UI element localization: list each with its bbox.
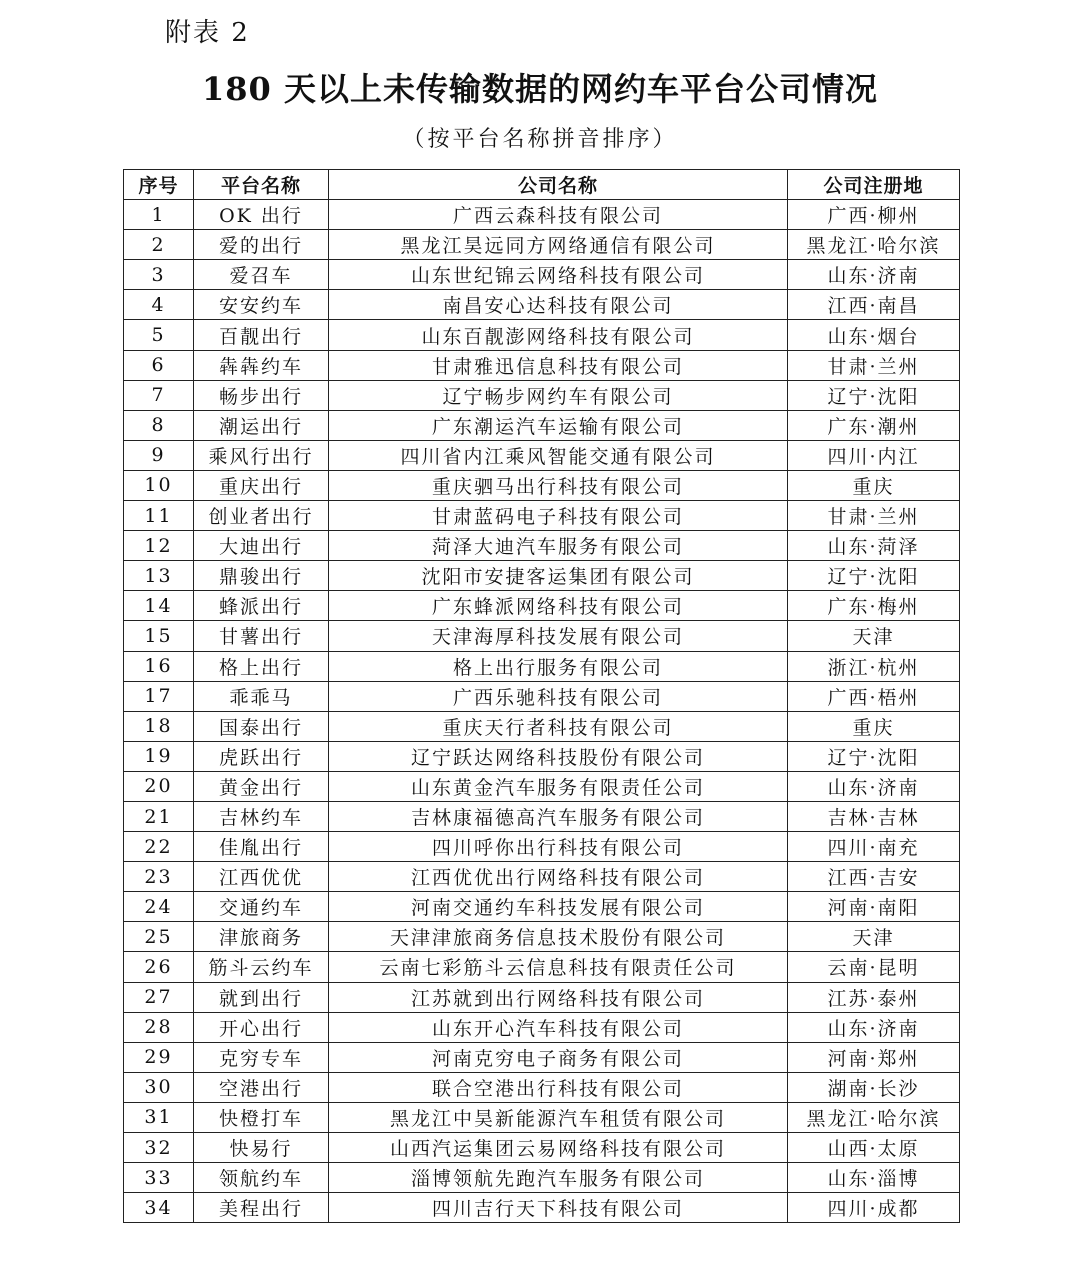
cell-index: 31 bbox=[124, 1102, 194, 1132]
table-row bbox=[124, 862, 960, 892]
cell-platform-name: 百靓出行 bbox=[194, 320, 329, 350]
cell-registered-location: 广东·梅州 bbox=[788, 591, 960, 621]
table-row bbox=[124, 711, 960, 741]
cell-index: 28 bbox=[124, 1012, 194, 1042]
platform-table bbox=[123, 169, 960, 1223]
table-row bbox=[124, 621, 960, 651]
cell-index: 30 bbox=[124, 1072, 194, 1102]
cell-index: 10 bbox=[124, 470, 194, 500]
table-row bbox=[124, 741, 960, 771]
cell-registered-location: 河南·南阳 bbox=[788, 892, 960, 922]
cell-company-name: 天津海厚科技发展有限公司 bbox=[329, 621, 788, 651]
cell-index: 29 bbox=[124, 1042, 194, 1072]
cell-index: 20 bbox=[124, 771, 194, 801]
cell-index: 18 bbox=[124, 711, 194, 741]
cell-platform-name: 乘风行出行 bbox=[194, 440, 329, 470]
cell-platform-name: 筋斗云约车 bbox=[194, 952, 329, 982]
cell-registered-location: 山东·济南 bbox=[788, 1012, 960, 1042]
cell-company-name: 辽宁畅步网约车有限公司 bbox=[329, 380, 788, 410]
cell-index: 14 bbox=[124, 591, 194, 621]
table-row bbox=[124, 1042, 960, 1072]
cell-registered-location: 四川·内江 bbox=[788, 440, 960, 470]
cell-platform-name: 就到出行 bbox=[194, 982, 329, 1012]
cell-platform-name: 快橙打车 bbox=[194, 1102, 329, 1132]
table-row bbox=[124, 1163, 960, 1193]
column-header-location: 公司注册地 bbox=[788, 170, 960, 200]
cell-index: 15 bbox=[124, 621, 194, 651]
table-row bbox=[124, 832, 960, 862]
cell-platform-name: 空港出行 bbox=[194, 1072, 329, 1102]
document-subtitle: （按平台名称拼音排序） bbox=[402, 127, 678, 152]
cell-company-name: 淄博领航先跑汽车服务有限公司 bbox=[329, 1163, 788, 1193]
table-row bbox=[124, 1072, 960, 1102]
cell-company-name: 广东潮运汽车运输有限公司 bbox=[329, 410, 788, 440]
cell-platform-name: 快易行 bbox=[194, 1133, 329, 1163]
cell-registered-location: 辽宁·沈阳 bbox=[788, 741, 960, 771]
cell-registered-location: 甘肃·兰州 bbox=[788, 501, 960, 531]
cell-platform-name: 津旅商务 bbox=[194, 922, 329, 952]
cell-company-name: 沈阳市安捷客运集团有限公司 bbox=[329, 561, 788, 591]
column-header-company: 公司名称 bbox=[329, 170, 788, 200]
cell-platform-name: 美程出行 bbox=[194, 1193, 329, 1223]
cell-company-name: 重庆驷马出行科技有限公司 bbox=[329, 470, 788, 500]
table-row bbox=[124, 470, 960, 500]
cell-registered-location: 广西·梧州 bbox=[788, 681, 960, 711]
cell-registered-location: 河南·郑州 bbox=[788, 1042, 960, 1072]
cell-company-name: 山东世纪锦云网络科技有限公司 bbox=[329, 260, 788, 290]
table-row bbox=[124, 200, 960, 230]
table-row bbox=[124, 410, 960, 440]
cell-index: 23 bbox=[124, 862, 194, 892]
table-row bbox=[124, 290, 960, 320]
cell-index: 33 bbox=[124, 1163, 194, 1193]
cell-index: 21 bbox=[124, 801, 194, 831]
table-row bbox=[124, 982, 960, 1012]
cell-platform-name: 黄金出行 bbox=[194, 771, 329, 801]
cell-company-name: 江苏就到出行网络科技有限公司 bbox=[329, 982, 788, 1012]
table-row bbox=[124, 380, 960, 410]
cell-registered-location: 四川·南充 bbox=[788, 832, 960, 862]
cell-index: 17 bbox=[124, 681, 194, 711]
cell-company-name: 菏泽大迪汽车服务有限公司 bbox=[329, 531, 788, 561]
cell-index: 6 bbox=[124, 350, 194, 380]
table-row bbox=[124, 922, 960, 952]
column-header-index: 序号 bbox=[124, 170, 194, 200]
table-row bbox=[124, 1133, 960, 1163]
cell-registered-location: 四川·成都 bbox=[788, 1193, 960, 1223]
cell-index: 4 bbox=[124, 290, 194, 320]
cell-platform-name: 安安约车 bbox=[194, 290, 329, 320]
cell-registered-location: 山东·淄博 bbox=[788, 1163, 960, 1193]
cell-company-name: 江西优优出行网络科技有限公司 bbox=[329, 862, 788, 892]
cell-company-name: 天津津旅商务信息技术股份有限公司 bbox=[329, 922, 788, 952]
cell-registered-location: 重庆 bbox=[788, 470, 960, 500]
cell-platform-name: 畅步出行 bbox=[194, 380, 329, 410]
table-row bbox=[124, 952, 960, 982]
cell-registered-location: 浙江·杭州 bbox=[788, 651, 960, 681]
cell-index: 34 bbox=[124, 1193, 194, 1223]
cell-company-name: 广西云森科技有限公司 bbox=[329, 200, 788, 230]
cell-index: 26 bbox=[124, 952, 194, 982]
cell-platform-name: 领航约车 bbox=[194, 1163, 329, 1193]
cell-registered-location: 辽宁·沈阳 bbox=[788, 561, 960, 591]
cell-platform-name: 犇犇约车 bbox=[194, 350, 329, 380]
cell-company-name: 黑龙江昊远同方网络通信有限公司 bbox=[329, 230, 788, 260]
cell-platform-name: 吉林约车 bbox=[194, 801, 329, 831]
cell-platform-name: 爱召车 bbox=[194, 260, 329, 290]
cell-platform-name: 克穷专车 bbox=[194, 1042, 329, 1072]
cell-platform-name: 国泰出行 bbox=[194, 711, 329, 741]
cell-registered-location: 山东·烟台 bbox=[788, 320, 960, 350]
table-row bbox=[124, 260, 960, 290]
cell-registered-location: 黑龙江·哈尔滨 bbox=[788, 1102, 960, 1132]
cell-index: 24 bbox=[124, 892, 194, 922]
cell-company-name: 甘肃蓝码电子科技有限公司 bbox=[329, 501, 788, 531]
table-row bbox=[124, 230, 960, 260]
cell-index: 3 bbox=[124, 260, 194, 290]
cell-company-name: 山西汽运集团云易网络科技有限公司 bbox=[329, 1133, 788, 1163]
cell-registered-location: 云南·昆明 bbox=[788, 952, 960, 982]
cell-company-name: 河南克穷电子商务有限公司 bbox=[329, 1042, 788, 1072]
table-row bbox=[124, 591, 960, 621]
cell-company-name: 山东开心汽车科技有限公司 bbox=[329, 1012, 788, 1042]
table-row bbox=[124, 561, 960, 591]
cell-company-name: 云南七彩筋斗云信息科技有限责任公司 bbox=[329, 952, 788, 982]
cell-platform-name: 乖乖马 bbox=[194, 681, 329, 711]
table-row bbox=[124, 892, 960, 922]
cell-platform-name: 虎跃出行 bbox=[194, 741, 329, 771]
cell-registered-location: 山东·菏泽 bbox=[788, 531, 960, 561]
table-row bbox=[124, 771, 960, 801]
cell-registered-location: 重庆 bbox=[788, 711, 960, 741]
cell-index: 12 bbox=[124, 531, 194, 561]
column-header-platform: 平台名称 bbox=[194, 170, 329, 200]
cell-registered-location: 山东·济南 bbox=[788, 771, 960, 801]
cell-company-name: 重庆天行者科技有限公司 bbox=[329, 711, 788, 741]
cell-index: 22 bbox=[124, 832, 194, 862]
cell-index: 8 bbox=[124, 410, 194, 440]
cell-platform-name: 大迪出行 bbox=[194, 531, 329, 561]
cell-platform-name: 甘薯出行 bbox=[194, 621, 329, 651]
cell-platform-name: 蜂派出行 bbox=[194, 591, 329, 621]
cell-index: 27 bbox=[124, 982, 194, 1012]
cell-company-name: 山东黄金汽车服务有限责任公司 bbox=[329, 771, 788, 801]
cell-index: 5 bbox=[124, 320, 194, 350]
table-body bbox=[124, 200, 960, 1223]
cell-platform-name: 开心出行 bbox=[194, 1012, 329, 1042]
table-row bbox=[124, 320, 960, 350]
cell-registered-location: 黑龙江·哈尔滨 bbox=[788, 230, 960, 260]
cell-registered-location: 江西·吉安 bbox=[788, 862, 960, 892]
table-row bbox=[124, 440, 960, 470]
cell-registered-location: 甘肃·兰州 bbox=[788, 350, 960, 380]
cell-index: 7 bbox=[124, 380, 194, 410]
cell-platform-name: 交通约车 bbox=[194, 892, 329, 922]
table-row bbox=[124, 501, 960, 531]
table-row bbox=[124, 681, 960, 711]
cell-index: 1 bbox=[124, 200, 194, 230]
cell-company-name: 四川吉行天下科技有限公司 bbox=[329, 1193, 788, 1223]
cell-registered-location: 辽宁·沈阳 bbox=[788, 380, 960, 410]
table-row bbox=[124, 350, 960, 380]
cell-index: 32 bbox=[124, 1133, 194, 1163]
cell-registered-location: 山西·太原 bbox=[788, 1133, 960, 1163]
cell-company-name: 广西乐驰科技有限公司 bbox=[329, 681, 788, 711]
cell-index: 9 bbox=[124, 440, 194, 470]
cell-platform-name: 重庆出行 bbox=[194, 470, 329, 500]
cell-platform-name: 佳胤出行 bbox=[194, 832, 329, 862]
cell-company-name: 辽宁跃达网络科技股份有限公司 bbox=[329, 741, 788, 771]
table-row bbox=[124, 1193, 960, 1223]
cell-company-name: 格上出行服务有限公司 bbox=[329, 651, 788, 681]
cell-company-name: 山东百靓澎网络科技有限公司 bbox=[329, 320, 788, 350]
cell-platform-name: 鼎骏出行 bbox=[194, 561, 329, 591]
table-row bbox=[124, 531, 960, 561]
cell-index: 13 bbox=[124, 561, 194, 591]
cell-index: 16 bbox=[124, 651, 194, 681]
cell-company-name: 甘肃雅迅信息科技有限公司 bbox=[329, 350, 788, 380]
table-row bbox=[124, 801, 960, 831]
cell-platform-name: 潮运出行 bbox=[194, 410, 329, 440]
cell-platform-name: OK 出行 bbox=[194, 200, 329, 230]
cell-company-name: 河南交通约车科技发展有限公司 bbox=[329, 892, 788, 922]
cell-company-name: 吉林康福德高汽车服务有限公司 bbox=[329, 801, 788, 831]
cell-platform-name: 江西优优 bbox=[194, 862, 329, 892]
cell-platform-name: 爱的出行 bbox=[194, 230, 329, 260]
cell-company-name: 联合空港出行科技有限公司 bbox=[329, 1072, 788, 1102]
cell-registered-location: 江苏·泰州 bbox=[788, 982, 960, 1012]
cell-index: 19 bbox=[124, 741, 194, 771]
appendix-label: 附表 2 bbox=[165, 18, 250, 48]
cell-registered-location: 广西·柳州 bbox=[788, 200, 960, 230]
cell-registered-location: 湖南·长沙 bbox=[788, 1072, 960, 1102]
document-title: 180 天以上未传输数据的网约车平台公司情况 bbox=[202, 70, 878, 108]
cell-registered-location: 吉林·吉林 bbox=[788, 801, 960, 831]
cell-company-name: 四川呼你出行科技有限公司 bbox=[329, 832, 788, 862]
cell-company-name: 广东蜂派网络科技有限公司 bbox=[329, 591, 788, 621]
cell-index: 25 bbox=[124, 922, 194, 952]
table-row bbox=[124, 1102, 960, 1132]
cell-registered-location: 江西·南昌 bbox=[788, 290, 960, 320]
cell-company-name: 黑龙江中昊新能源汽车租赁有限公司 bbox=[329, 1102, 788, 1132]
cell-platform-name: 创业者出行 bbox=[194, 501, 329, 531]
cell-platform-name: 格上出行 bbox=[194, 651, 329, 681]
table-header-row bbox=[124, 170, 960, 200]
cell-registered-location: 广东·潮州 bbox=[788, 410, 960, 440]
cell-company-name: 南昌安心达科技有限公司 bbox=[329, 290, 788, 320]
cell-index: 11 bbox=[124, 501, 194, 531]
table-row bbox=[124, 651, 960, 681]
cell-index: 2 bbox=[124, 230, 194, 260]
cell-registered-location: 天津 bbox=[788, 621, 960, 651]
cell-company-name: 四川省内江乘风智能交通有限公司 bbox=[329, 440, 788, 470]
cell-registered-location: 山东·济南 bbox=[788, 260, 960, 290]
table-row bbox=[124, 1012, 960, 1042]
cell-registered-location: 天津 bbox=[788, 922, 960, 952]
